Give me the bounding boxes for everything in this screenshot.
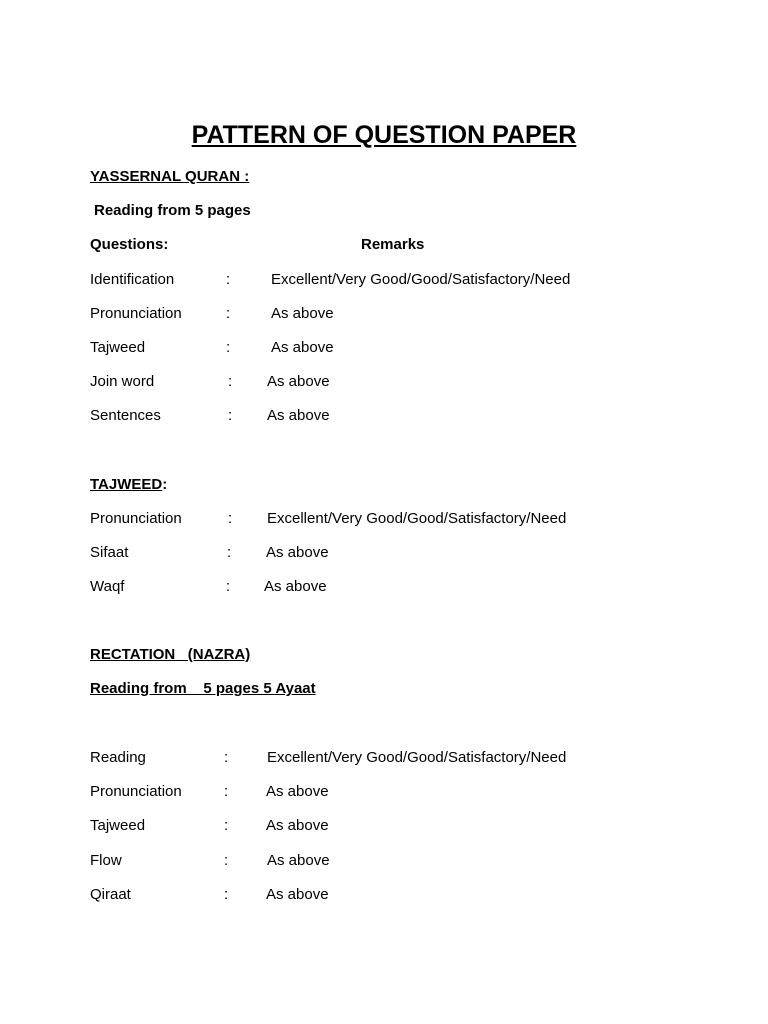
row-colon: : [224, 783, 229, 800]
row-colon: : [224, 749, 229, 766]
section-yassernal-quran-heading: YASSERNAL QURAN : [90, 168, 250, 185]
row-label: Sifaat [90, 544, 129, 561]
row-value: Excellent/Very Good/Good/Satisfactory/Need [267, 510, 567, 527]
row-label: Tajweed [90, 817, 146, 834]
page-title: PATTERN OF QUESTION PAPER [191, 121, 577, 149]
row-colon: : [228, 407, 233, 424]
row-label: Tajweed [90, 339, 146, 356]
section-yassernal-quran-subheading: Reading from 5 pages [94, 202, 251, 219]
row-colon: : [228, 373, 233, 390]
remarks-column-header: Remarks [361, 236, 425, 253]
row-colon: : [224, 852, 229, 869]
row-colon: : [226, 271, 231, 288]
row-colon: : [224, 817, 229, 834]
row-value: As above [266, 817, 329, 834]
row-label: Pronunciation [90, 510, 182, 527]
section-rectation-heading: RECTATION (NAZRA) [90, 646, 251, 663]
section-tajweed-heading [90, 475, 167, 495]
row-colon: : [227, 544, 232, 561]
row-value: As above [267, 407, 330, 424]
row-value: As above [267, 852, 330, 869]
section-rectation-subheading: Reading from 5 pages 5 Ayaat [90, 680, 316, 697]
row-label: Pronunciation [90, 305, 182, 322]
row-value: As above [266, 886, 329, 903]
row-label: Flow [90, 852, 122, 869]
row-label: Waqf [90, 578, 125, 595]
row-label: Join word [90, 373, 155, 390]
row-value: Excellent/Very Good/Good/Satisfactory/Need [267, 749, 567, 766]
row-label: Qiraat [90, 886, 131, 903]
row-label: Reading [90, 749, 146, 766]
row-label: Identification [90, 271, 175, 288]
row-colon: : [224, 886, 229, 903]
row-value: As above [267, 373, 330, 390]
row-value: Excellent/Very Good/Good/Satisfactory/Need [271, 271, 571, 288]
section-tajweed-heading-colon: : [162, 476, 168, 493]
row-colon: : [226, 339, 231, 356]
questions-column-header: Questions: [90, 236, 169, 253]
row-value: As above [264, 578, 327, 595]
row-colon: : [228, 510, 233, 527]
row-value: As above [271, 305, 334, 322]
row-colon: : [226, 578, 231, 595]
row-value: As above [271, 339, 334, 356]
row-value: As above [266, 783, 329, 800]
row-label: Sentences [90, 407, 161, 424]
row-colon: : [226, 305, 231, 322]
row-value: As above [266, 544, 329, 561]
section-tajweed-heading-text: TAJWEED [90, 476, 163, 493]
row-label: Pronunciation [90, 783, 182, 800]
